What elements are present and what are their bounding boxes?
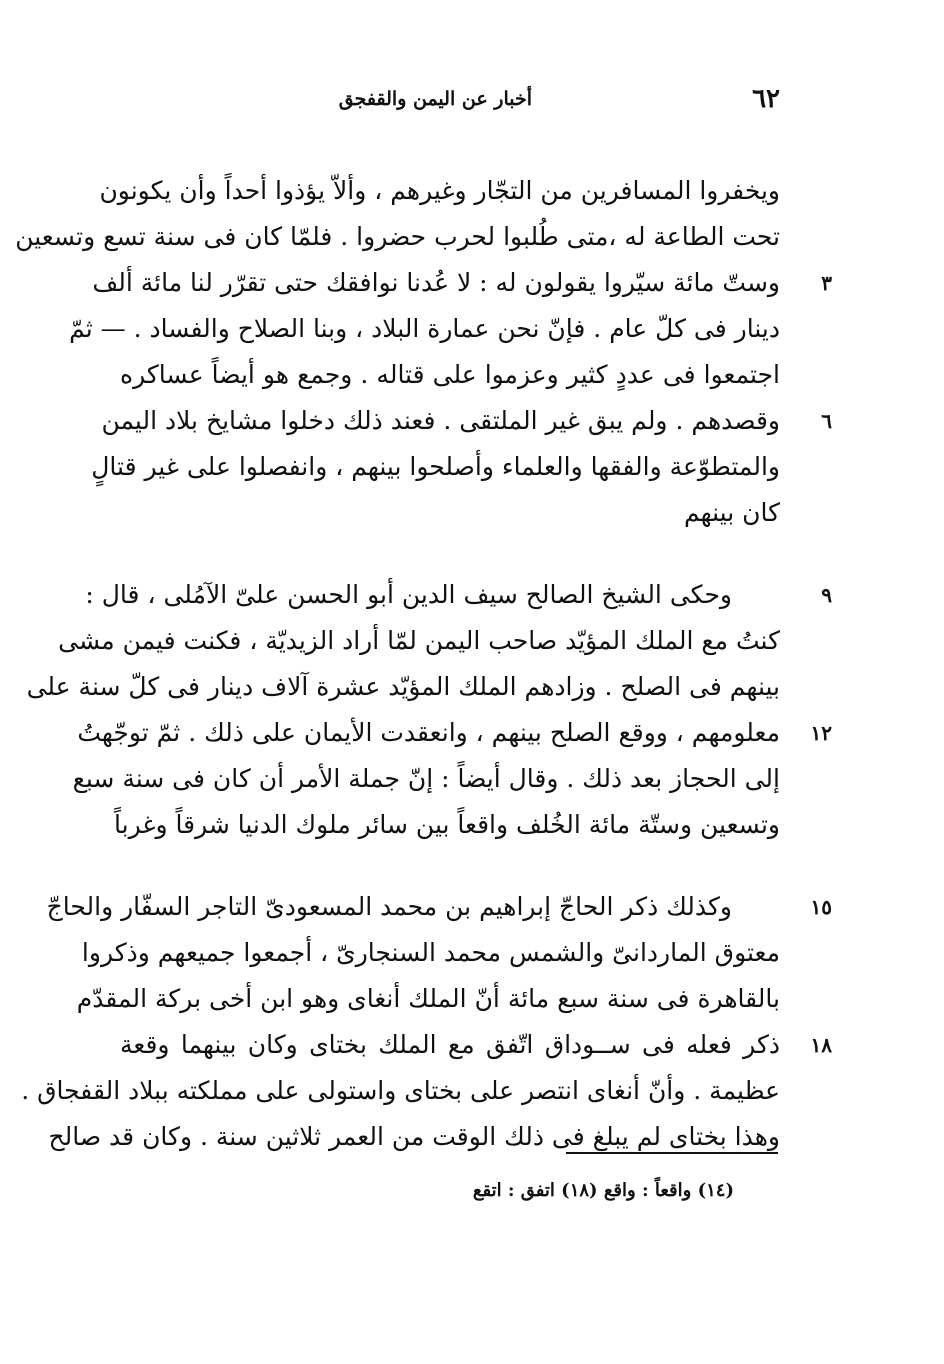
text-line: ١٢ معلومهم ، ووقع الصلح بينهم ، وانعقدت الأيمان على ذلك . ثمّ توجّهتُ — [120, 710, 780, 756]
line-number: ١٥ — [810, 895, 832, 919]
text-line: والمتطوّعة والفقها والعلماء وأصلحوا بينهم ، وانفصلوا على غير قتالٍ — [91, 452, 780, 481]
page-number: ٦٢ — [752, 84, 780, 114]
line-number: ٩ — [821, 583, 832, 607]
text-line: ويخفروا المسافرين من التجّار وغيرهم ، وألاّ يؤذوا أحداً وأن يكونون — [99, 176, 780, 205]
text-line: بينهم فى الصلح . وزادهم الملك المؤيّد عشرة آلاف دينار فى كلّ سنة على — [26, 672, 780, 701]
text-line: ١٥ وكذلك ذكر الحاجّ إبراهيم بن محمد المسعودىّ التاجر السفّار والحاجّ — [120, 884, 780, 930]
running-title: أخبار عن اليمن والقفجق — [338, 88, 532, 110]
footnote: (١٤) واقعاً : واقع (١٨) اتفق : اتقع — [472, 1180, 734, 1201]
text-line: كان بينهم — [683, 498, 780, 527]
text-line: كنتُ مع الملك المؤيّد صاحب اليمن لمّا أراد الزيديّة ، فكنت فيمن مشى — [58, 626, 780, 655]
line-number: ١٨ — [810, 1033, 832, 1057]
text-line: ٣ وستّ مائة سيّروا يقولون له : لا عُدنا نوافقك حتى تقرّر لنا مائة ألف — [120, 260, 780, 306]
text-line: ٦ وقصدهم . ولم يبق غير الملتقى . فعند ذلك دخلوا مشايخ بلاد اليمن — [120, 398, 780, 444]
line-number: ٣ — [821, 271, 832, 295]
text-line: إلى الحجاز بعد ذلك . وقال أيضاً : إنّ جملة الأمر أن كان فى سنة سبع — [72, 764, 780, 793]
text-line: بالقاهرة فى سنة سبع مائة أنّ الملك أنغاى وهو ابن أخى بركة المقدّم — [76, 984, 780, 1013]
text-line: معتوق الماردانىّ والشمس محمد السنجارىّ ، أجمعوا جميعهم وذكروا — [81, 938, 780, 967]
text-line: ٩ وحكى الشيخ الصالح سيف الدين أبو الحسن علىّ الآمُلى ، قال : — [120, 572, 780, 618]
footnote-divider — [566, 1152, 778, 1154]
text-line: ١٨ ذكر فعله فى ســوداق اتّفق مع الملك بختاى وكان بينهما وقعة — [120, 1022, 780, 1068]
body-text — [15, 168, 832, 1160]
paragraph-gap — [120, 848, 780, 884]
line-number: ٦ — [821, 409, 832, 433]
text-line: وتسعين وستّة مائة الخُلف واقعاً بين سائر ملوك الدنيا شرقاً وغرباً — [114, 810, 780, 839]
page-header — [120, 84, 780, 120]
text-line: اجتمعوا فى عددٍ كثير وعزموا على قتاله . وجمع هو أيضاً عساكره — [120, 360, 780, 389]
line-number: ١٢ — [810, 721, 832, 745]
text-line: وهذا بختاى لم يبلغ فى ذلك الوقت من العمر ثلاثين سنة . وكان قد صالح — [48, 1122, 780, 1151]
text-line: تحت الطاعة له ،متى طُلبوا لحرب حضروا . فلمّا كان فى سنة تسع وتسعين — [15, 222, 780, 251]
text-line: عظيمة . وأنّ أنغاى انتصر على بختاى واستولى على مملكته ببلاد القفجاق . — [21, 1076, 780, 1105]
text-line: دينار فى كلّ عام . فإنّ نحن عمارة البلاد ، وبنا الصلاح والفساد . — ثمّ — [69, 314, 780, 343]
paragraph-gap — [120, 536, 780, 572]
